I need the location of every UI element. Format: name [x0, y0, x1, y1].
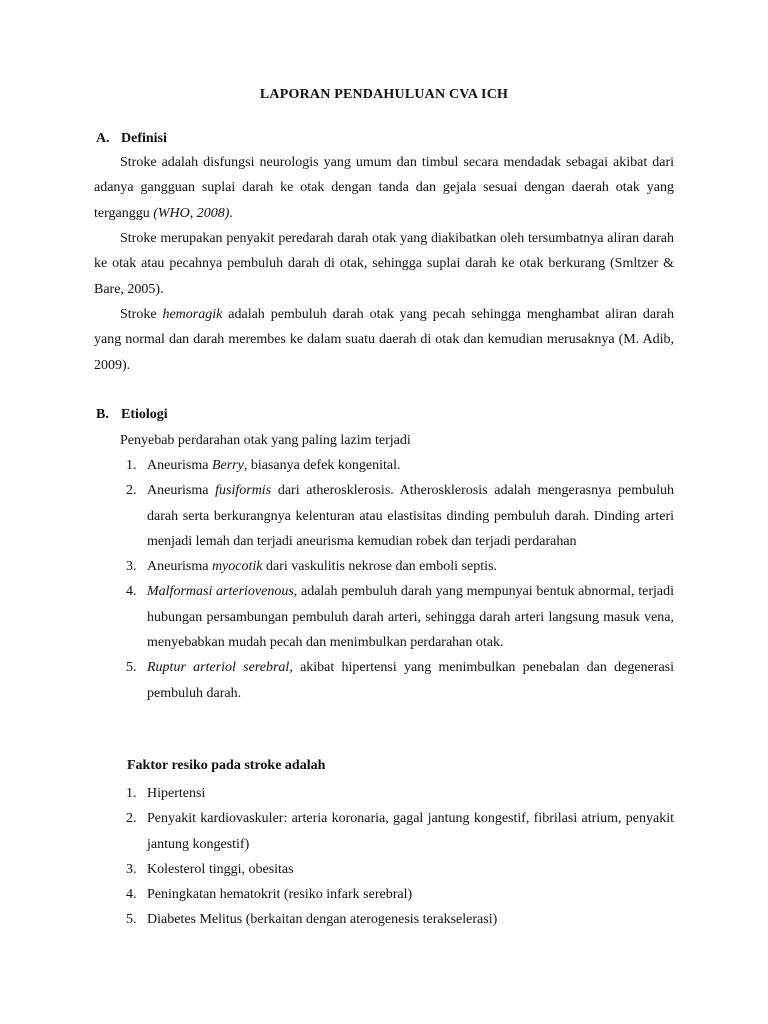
cause-term: fusiformis	[215, 483, 272, 499]
cause-text: , biasanya defek kongenital.	[243, 458, 401, 473]
section-a-letter: A.	[96, 131, 110, 146]
cause-text: Aneurisma	[147, 458, 212, 473]
list-item	[120, 655, 674, 706]
causes-list	[120, 453, 674, 706]
list-item	[120, 806, 674, 857]
cause-term: Malformasi arteriovenous	[147, 584, 294, 600]
list-number: 4.	[126, 584, 137, 600]
definition-p1-text: Stroke adalah disfungsi neurologis yang umum dan timbul secara mendadak sebagai akibat dari adanya gangguan suplai darah ke otak dengan tanda dan gejala sesuai dengan daerah otak yang terganggu	[94, 155, 674, 221]
list-number: 3.	[126, 861, 137, 877]
risk-factors-list	[120, 781, 674, 933]
risk-factors-heading: Faktor resiko pada stroke adalah	[127, 758, 326, 773]
definition-paragraph-3	[94, 302, 674, 378]
list-item	[120, 857, 674, 882]
cause-text: Aneurisma	[147, 559, 212, 575]
list-number: 5.	[126, 912, 137, 928]
cause-text: , adalah pembuluh darah yang mempunyai bentuk abnormal, terjadi hubungan persambungan pembuluh darah arteri, sehingga darah arteri langsung masuk vena, menyebabkan mudah pecah dan menimbulkan perdarahan otak.	[147, 584, 674, 651]
cause-text: dari vaskulitis nekrose dan emboli septis.	[262, 559, 497, 575]
list-item	[120, 453, 674, 478]
cause-text: Aneurisma	[147, 483, 216, 499]
definition-p1-citation: (WHO, 2008).	[153, 205, 233, 221]
cause-text: dari atherosklerosis. Atherosklerosis adalah mengerasnya pembuluh darah serta berkurangnya kelenturan atau elastisitas dinding pembuluh darah. Dinding arteri menjadi lemah dan terjadi aneurisma kemudian robek dan terjadi perdarahan	[147, 483, 674, 549]
section-a-heading	[96, 131, 167, 147]
list-item	[120, 478, 674, 554]
list-number: 1.	[126, 786, 137, 801]
risk-text: Peningkatan hematokrit (resiko infark serebral)	[147, 887, 413, 903]
definition-p3-pre: Stroke	[120, 307, 163, 322]
list-number: 1.	[126, 458, 137, 473]
list-item	[120, 781, 674, 806]
definition-paragraph-2: Stroke merupakan penyakit peredarah darah otak yang diakibatkan oleh tersumbatnya aliran darah ke otak atau pecahnya pembuluh darah di otak, sehingga suplai darah ke otak berkurang (Smltzer & Bare, 2005).	[94, 231, 674, 297]
list-number: 3.	[126, 559, 137, 575]
list-number: 2.	[126, 483, 137, 499]
list-item	[120, 882, 674, 907]
risk-text: Kolesterol tinggi, obesitas	[147, 861, 294, 877]
definition-p3-post: adalah pembuluh darah otak yang pecah sehingga menghambat aliran darah yang normal dan darah merembes ke dalam suatu daerah di otak dan kemudian merusaknya (M. Adib, 2009).	[94, 307, 675, 373]
list-number: 2.	[126, 811, 137, 827]
list-number: 5.	[126, 660, 137, 676]
section-b-letter: B.	[96, 407, 109, 422]
section-a-title: Definisi	[121, 131, 167, 146]
list-item	[120, 579, 674, 655]
cause-text: , akibat hipertensi yang menimbulkan penebalan dan degenerasi pembuluh darah.	[147, 660, 674, 701]
etiology-intro: Penyebab perdarahan otak yang paling lazim terjadi	[120, 433, 411, 448]
definition-p3-em: hemoragik	[162, 307, 223, 322]
section-b-title: Etiologi	[121, 407, 168, 422]
document-title: LAPORAN PENDAHULUAN CVA ICH	[259, 87, 509, 102]
risk-text: Diabetes Melitus (berkaitan dengan aterogenesis terakselerasi)	[147, 912, 498, 928]
list-item	[120, 907, 674, 932]
list-number: 4.	[126, 887, 137, 903]
section-b-heading	[96, 407, 168, 423]
cause-term: myocotik	[211, 559, 263, 575]
risk-text: Penyakit kardiovaskuler: arteria koronaria, gagal jantung kongestif, fibrilasi atrium, penyakit jantung kongestif)	[147, 811, 674, 852]
list-item	[120, 554, 674, 579]
cause-term: Ruptur arteriol serebral	[147, 660, 290, 676]
risk-text: Hipertensi	[147, 786, 206, 801]
definition-paragraph-1	[94, 150, 674, 226]
cause-term: Berry	[211, 458, 244, 473]
